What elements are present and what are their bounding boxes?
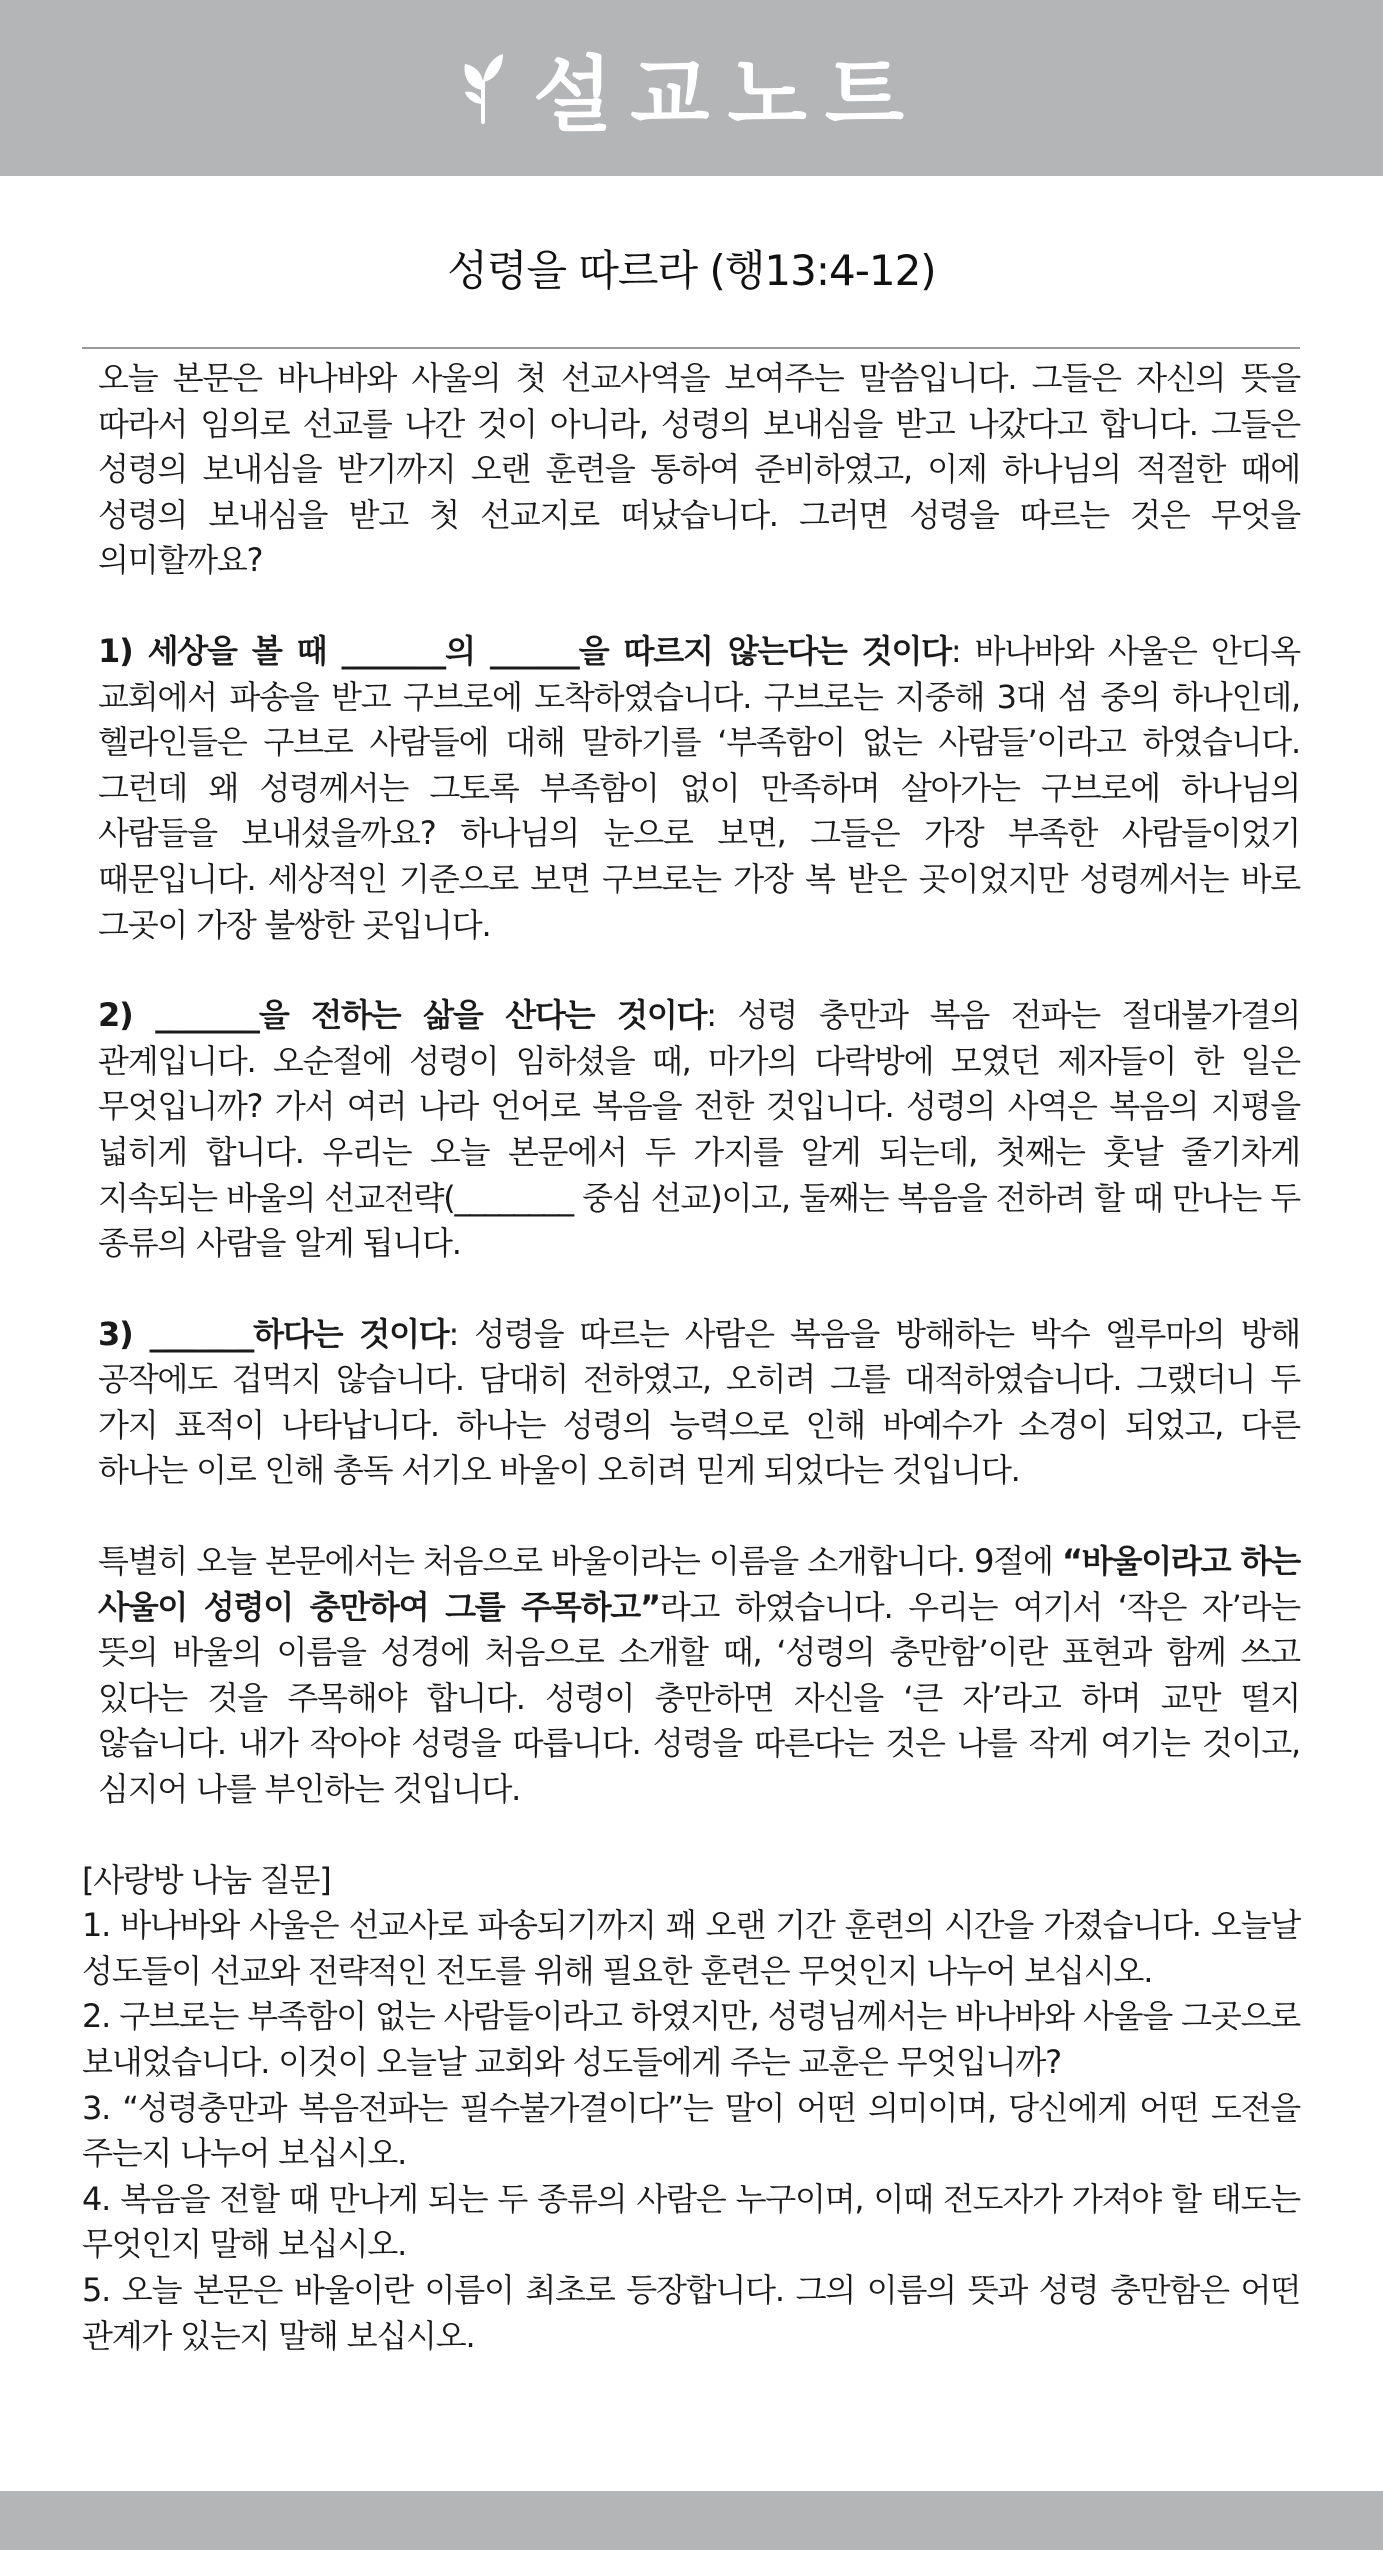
leaf-sprout-icon [461,52,505,124]
point-1 [82,629,1300,948]
special-paragraph [82,1539,1300,1813]
special-after: 라고 하였습니다. 우리는 여기서 ‘작은 자’라는 뜻의 바울의 이름을 성경에 처음으로 소개할 때, ‘성령의 충만함’이란 표현과 함께 쓰고 있다는 것을 주목해야 합니다. 성령이 충만하면 자신을 ‘큰 자’라고 하며 교만 떨지 않습니다. 내가 작아야 성령을 따릅니다. 성령을 따른다는 것은 나를 작게 여기는 것이고, 심지어 나를 부인하는 것입니다. [98,1587,1300,1809]
point-2 [82,993,1300,1267]
header-bar [0,0,1383,176]
questions-list [82,1903,1300,2359]
special-quote: “바울이라고 하는 사울이 성령이 충만하여 그를 주목하고” [98,1542,1300,1626]
title-divider [82,347,1300,349]
header-inner [461,30,922,147]
sermon-title: 성령을 따르라 (행13:4-12) [447,246,936,295]
point-1-heading: 1) 세상을 볼 때 _______의 ______을 따르지 않는다는 것이다 [98,631,951,670]
question-item: 3. “성령충만과 복음전파는 필수불가결이다”는 말이 어떤 의미이며, 당신에게 어떤 도전을 주는지 나누어 보십시오. [82,2088,1300,2173]
question-item: 2. 구브로는 부족함이 없는 사람들이라고 하였지만, 성령님께서는 바나바와 사울을 그곳으로 보내었습니다. 이것이 오늘날 교회와 성도들에게 주는 교훈은 무엇입니까? [82,1997,1300,2081]
question-item: 1. 바나바와 사울은 선교사로 파송되기까지 꽤 오랜 기간 훈련의 시간을 가졌습니다. 오늘날 성도들이 선교와 전략적인 전도를 위해 필요한 훈련은 무엇인지 나누어 보십시오. [82,1906,1300,1990]
point-3-heading: 3) _______하다는 것이다 [98,1314,449,1353]
question-item: 5. 오늘 본문은 바울이란 이름이 최초로 등장합니다. 그의 이름의 뜻과 성령 충만함은 어떤 관계가 있는지 말해 보십시오. [82,2270,1300,2355]
point-3-body: : 성령을 따르는 사람은 복음을 방해하는 박수 엘루마의 방해 공작에도 겁먹지 않습니다. 담대히 전하였고, 오히려 그를 대적하였습니다. 그랬더니 두 가지 표적이 나타납니다. 하나는 성령의 능력으로 인해 바예수가 소경이 되었고, 다른 하나는 이로 인해 총독 서기오 바울이 오히려 믿게 되었다는 것입니다. [98,1314,1300,1490]
intro-paragraph: 오늘 본문은 바나바와 사울의 첫 선교사역을 보여주는 말씀입니다. 그들은 자신의 뜻을 따라서 임의로 선교를 나간 것이 아니라, 성령의 보내심을 받고 나갔다고 합니다. 그들은 성령의 보내심을 받기까지 오랜 훈련을 통하여 준비하였고, 이제 하나님의 적절한 때에 성령의 보내심을 받고 첫 선교지로 떠났습니다. 그러면 성령을 따르는 것은 무엇을 의미할까요? [98,359,1300,580]
questions-heading: [사랑방 나눔 질문] [82,1860,331,1899]
question-item: 4. 복음을 전할 때 만나게 되는 두 종류의 사람은 누구이며, 이때 전도자가 가져야 할 태도는 무엇인지 말해 보십시오. [82,2179,1300,2264]
point-3 [82,1312,1300,1494]
point-2-heading: 2) _______을 전하는 삶을 산다는 것이다 [98,996,707,1035]
sermon-body [82,356,1300,2359]
footer-bar [0,2491,1383,2550]
point-2-body: : 성령 충만과 복음 전파는 절대불가결의 관계입니다. 오순절에 성령이 임하셨을 때, 마가의 다락방에 모였던 제자들이 한 일은 무엇입니까? 가서 여러 나라 언어로 복음을 전한 것입니다. 성령의 사역은 복음의 지평을 넓히게 합니다. 우리는 오늘 본문에서 두 가지를 알게 되는데, 첫째는 훗날 줄기차게 지속되는 바울의 선교전략(________ 중심 선교)이고, 둘째는 복음을 전하려 할 때 만나는 두 종류의 사람을 알게 됩니다. [98,996,1300,1263]
header-title: 설교노트 [533,47,922,143]
special-before: 특별히 오늘 본문에서는 처음으로 바울이라는 이름을 소개합니다. 9절에 [98,1542,1062,1581]
point-1-body: : 바나바와 사울은 안디옥 교회에서 파송을 받고 구브로에 도착하였습니다. 구브로는 지중해 3대 섬 중의 하나인데, 헬라인들은 구브로 사람들에 대해 말하기를 ‘부족함이 없는 사람들’이라고 하였습니다. 그런데 왜 성령께서는 그토록 부족함이 없이 만족하며 살아가는 구브로에 하나님의 사람들을 보내셨을까요? 하나님의 눈으로 보면, 그들은 가장 부족한 사람들이었기 때문입니다. 세상적인 기준으로 보면 구브로는 가장 복 받은 곳이었지만 성령께서는 바로 그곳이 가장 불쌍한 곳입니다. [98,631,1300,944]
